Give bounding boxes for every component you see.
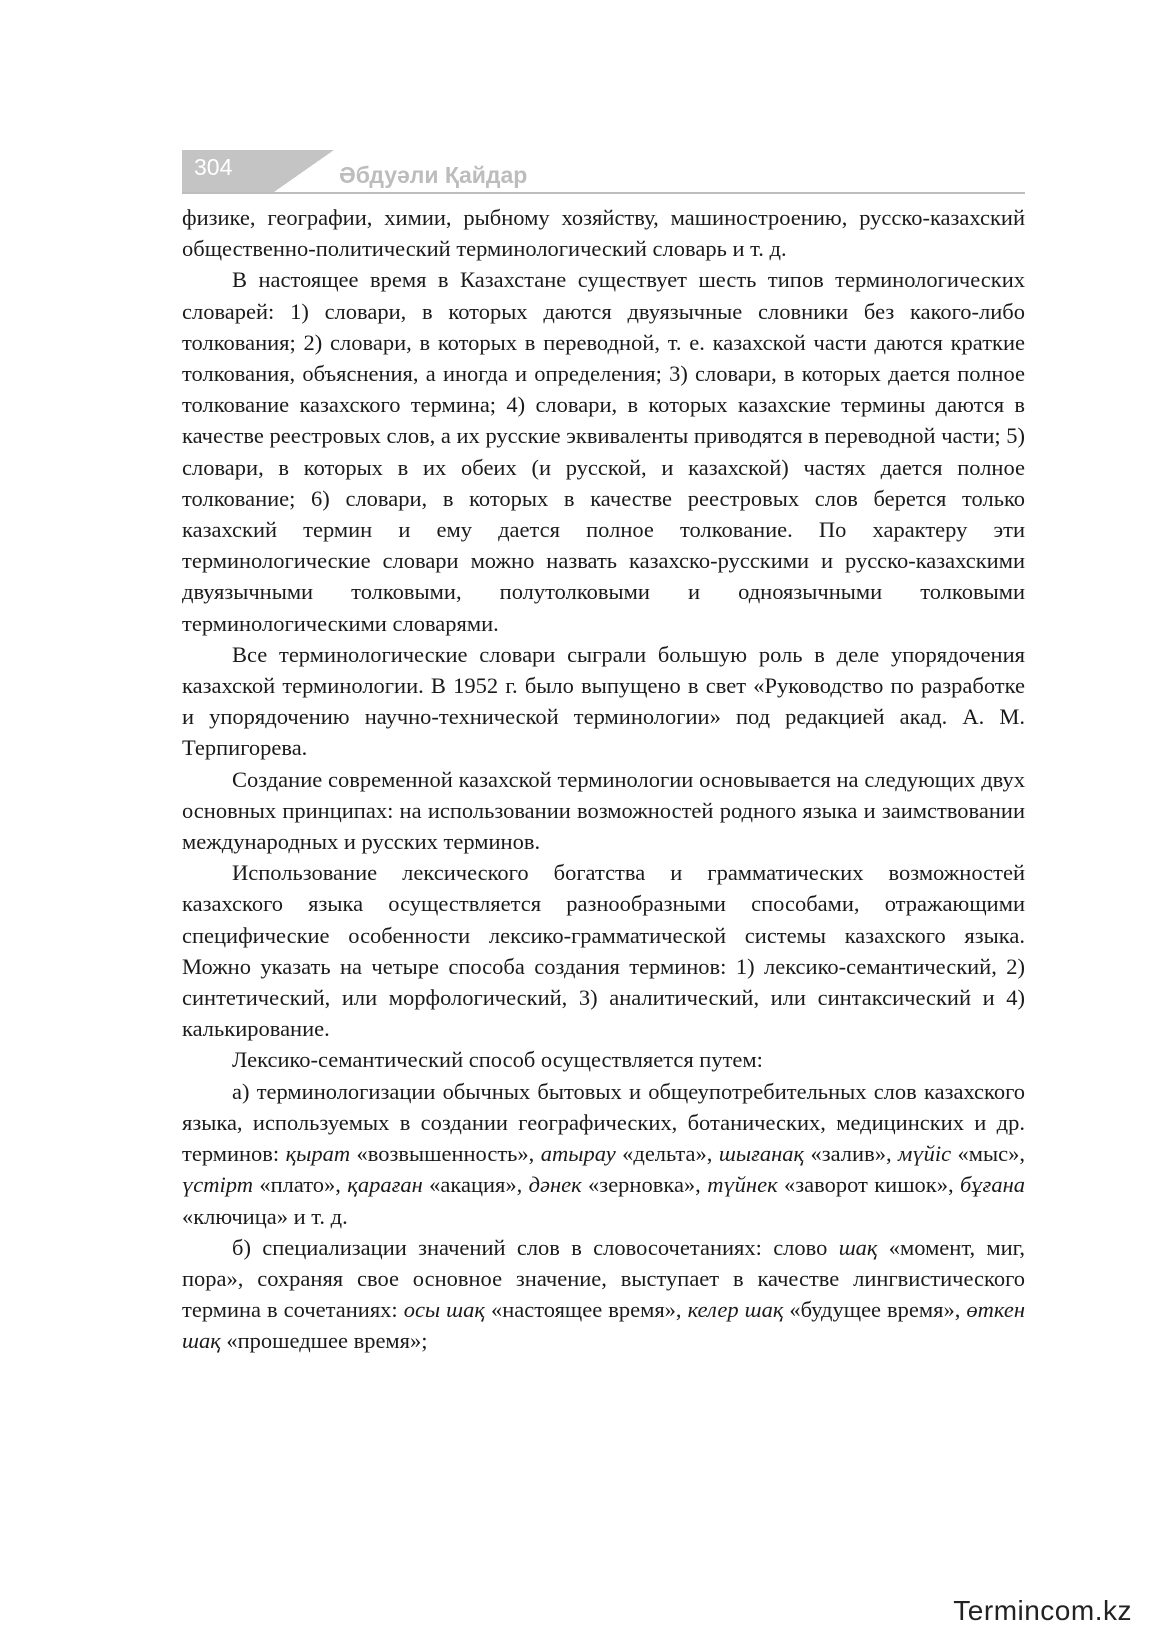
paragraph <box>182 264 1025 638</box>
text-run: «залив», <box>804 1141 898 1167</box>
text-run: б) специализации значений слов в словосочетаниях: слово <box>232 1234 839 1260</box>
italic-term: бұғана <box>959 1172 1025 1198</box>
body-text <box>182 202 1025 1357</box>
header-rule <box>182 192 1025 194</box>
italic-term: келер шақ <box>687 1297 784 1323</box>
italic-term: дəнек <box>528 1172 582 1198</box>
text-run: «настоящее время», <box>484 1297 688 1323</box>
text-run: «мыс», <box>951 1141 1026 1167</box>
text-run: Создание современной казахской терминологии основывается на следующих двух основных принципах: на использовании возможностей родного языка и заимствовании международных и русских терминов. <box>182 766 1025 855</box>
italic-term: шақ <box>838 1234 878 1260</box>
italic-term: өткен шақ <box>182 1297 1026 1354</box>
text-run: «будущее время», <box>783 1297 967 1323</box>
text-run: «плато», <box>252 1172 348 1198</box>
text-run: В настоящее время в Казахстане существует шесть типов терминологических словарей: 1) словари, в которых даются двуязычные словники без какого-либо толкования; 2) словари, в которых в переводной, т. е. казахской части даются краткие толкования, объяснения, а иногда и определения; 3) словари, в которых дается полное толкование казахского термина; 4) словари, в которых казахские термины даются в качестве реестровых слов, а их русские эквиваленты приводятся в переводной части; 5) словари, в которых в их обеих (и русской, и казахской) частях дается полное толкование; 6) словари, в которых в качестве реестровых слов берется только казахский термин и ему дается полное толкование. По характеру эти терминологические словари можно назвать казахско-русскими и русско-казахскими двуязычными толковыми, полутолковыми и одноязычными толковыми терминологическими словарями. <box>182 267 1025 636</box>
paragraph <box>182 1044 1025 1075</box>
running-head-author: Әбдуәли Қайдар <box>339 162 528 188</box>
italic-term: қырат <box>285 1141 351 1167</box>
italic-term: қараған <box>347 1172 423 1198</box>
paragraph <box>182 1076 1025 1232</box>
text-run: «акация», <box>422 1172 529 1198</box>
text-run: «ключица» и т. д. <box>182 1203 348 1229</box>
italic-term: шығанақ <box>718 1141 805 1167</box>
site-logo: Termincom.kz <box>953 1595 1132 1626</box>
text-run: «возвышенность», <box>350 1141 541 1167</box>
page-number: 304 <box>194 154 233 180</box>
text-run: «дельта», <box>615 1141 719 1167</box>
text-run: Использование лексического богатства и грамматических возможностей казахского языка осуществляется разнообразными способами, отражающими специфические особенности лексико-грамматической системы казахского языка. Можно указать на четыре способа создания терминов: 1) лексико-семантический, 2) синтетический, или морфологический, 3) аналитический, или синтаксический и 4) калькирование. <box>182 860 1025 1042</box>
text-run: физике, географии, химии, рыбному хозяйству, машиностроению, русско-казахский общественно-политический терминологический словарь и т. д. <box>182 205 1025 262</box>
text-run: а) терминологизации обычных бытовых и общеупотребительных слов казахского языка, используемых в создании географических, ботанических, медицинских и др. терминов: <box>182 1078 1025 1167</box>
italic-term: мүйіс <box>898 1141 952 1167</box>
paragraph <box>182 764 1025 858</box>
paragraph <box>182 639 1025 764</box>
text-run: «зерновка», <box>581 1172 708 1198</box>
italic-term: атырау <box>540 1141 616 1167</box>
text-run: «заворот кишок», <box>777 1172 960 1198</box>
text-run: «момент, миг, пора», сохраняя свое основное значение, выступает в качестве лингвистического термина в сочетаниях: <box>182 1234 1025 1323</box>
paragraph <box>182 857 1025 1044</box>
italic-term: осы шақ <box>403 1297 485 1323</box>
paragraph <box>182 1232 1025 1357</box>
italic-term: түйнек <box>707 1172 778 1198</box>
italic-term: үстірт <box>182 1172 253 1198</box>
paragraph <box>182 202 1025 264</box>
page-tab-wedge <box>274 150 334 192</box>
text-run: Все терминологические словари сыграли большую роль в деле упорядочения казахской терминологии. В 1952 г. было выпущено в свет «Руководство по разработке и упорядочению научно-технической терминологии» под редакцией акад. А. М. Терпигорева. <box>182 641 1025 761</box>
text-run: «прошедшее время»; <box>220 1328 428 1354</box>
text-run: Лексико-семантический способ осуществляется путем: <box>232 1047 763 1073</box>
page-header <box>182 150 1025 194</box>
